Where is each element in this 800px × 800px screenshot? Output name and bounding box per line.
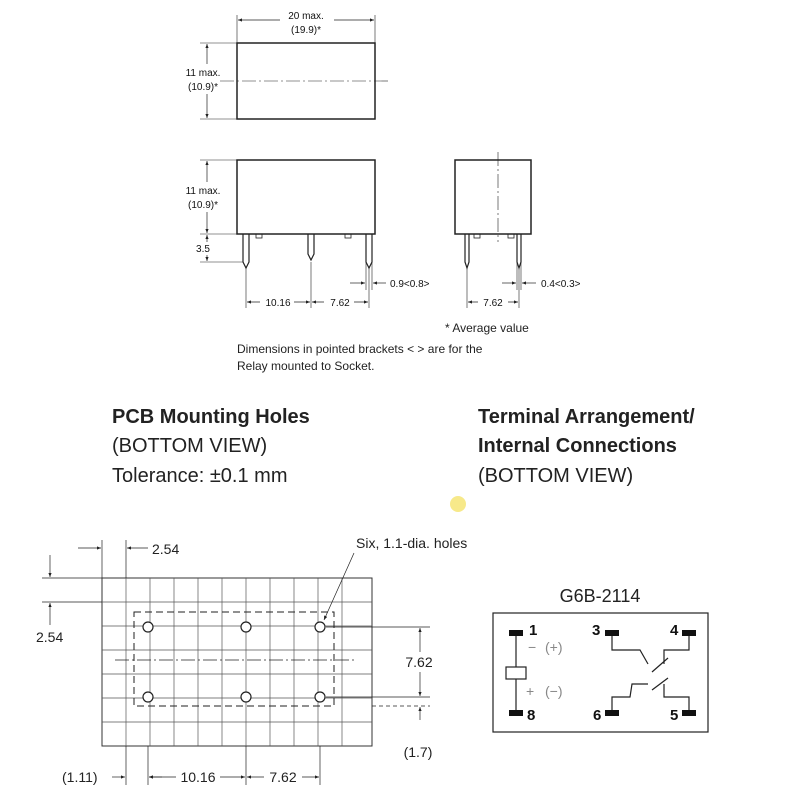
coil-minus: (−): [545, 683, 563, 699]
pcb-grid-dim-x: 2.54: [152, 541, 180, 557]
pcb-hole: [143, 692, 153, 702]
pcb-hole: [143, 622, 153, 632]
pcb-holes: [143, 622, 325, 702]
end-pin-right: [517, 234, 521, 268]
end-view-body: [455, 160, 531, 234]
side-pin-1: [243, 234, 249, 268]
terminal-title-2: Internal Connections: [478, 435, 677, 457]
side-pitch-2: 7.62: [330, 298, 350, 309]
pcb-hole: [315, 622, 325, 632]
top-height-dim-alt: (10.9)*: [187, 82, 219, 93]
pin-label-3: 3: [592, 622, 601, 639]
terminal-title-1: Terminal Arrangement/: [478, 406, 695, 428]
pcb-holes-label: Six, 1.1-dia. holes: [356, 535, 468, 551]
pcb-hole: [241, 622, 251, 632]
pcb-tolerance: Tolerance: ±0.1 mm: [112, 465, 288, 487]
pcb-title: PCB Mounting Holes: [112, 406, 310, 428]
cursor-highlight: [450, 496, 466, 512]
pcb-pitch-1: 10.16: [180, 769, 216, 785]
side-view: [200, 160, 386, 308]
end-pin-left: [465, 234, 469, 268]
pcb-left-offset: (1.11): [62, 769, 98, 785]
side-pin-2: [308, 234, 314, 260]
side-pitch-1: 10.16: [265, 298, 291, 309]
pin-label-4: 4: [670, 622, 679, 639]
end-pitch: 7.62: [483, 298, 503, 309]
pin-width-dim: 0.9<0.8>: [390, 279, 430, 290]
side-pin-3: [366, 234, 372, 268]
pcb-pitch-2: 7.62: [269, 769, 297, 785]
top-width-dim: 20 max.: [288, 11, 324, 22]
pin-thickness-dim: 0.4<0.3>: [541, 279, 581, 290]
average-note: * Average value: [445, 321, 529, 335]
pin-label-5: 5: [670, 707, 679, 724]
pcb-edge-offset: (1.7): [403, 744, 433, 760]
pcb-row-pitch: 7.62: [405, 654, 433, 670]
pcb-view: (BOTTOM VIEW): [112, 435, 268, 457]
relay-model: G6B-2114: [559, 586, 641, 606]
end-view: [455, 152, 536, 308]
brackets-note-1: Dimensions in pointed brackets < > are for the: [237, 342, 483, 356]
pcb-grid-dim-y: 2.54: [36, 629, 64, 645]
side-height-dim-alt: (10.9)*: [187, 200, 219, 211]
coil-pol-mark-1: −: [528, 639, 537, 655]
pcb-hole: [315, 692, 325, 702]
coil-plus: (+): [545, 639, 563, 655]
pin-label-1: 1: [529, 622, 538, 639]
top-height-dim: 11 max.: [185, 68, 221, 79]
terminal-view: (BOTTOM VIEW): [478, 465, 634, 487]
pin-length-dim: 3.5: [196, 244, 210, 255]
coil-pol-mark-2: +: [526, 683, 535, 699]
coil-symbol: [506, 667, 526, 679]
top-width-dim-alt: (19.9)*: [290, 25, 322, 36]
brackets-note-2: Relay mounted to Socket.: [237, 359, 375, 373]
pcb-hole: [241, 692, 251, 702]
side-view-body: [237, 160, 375, 234]
side-height-dim: 11 max.: [185, 186, 221, 197]
pin-label-8: 8: [527, 707, 536, 724]
pin-label-6: 6: [593, 707, 602, 724]
